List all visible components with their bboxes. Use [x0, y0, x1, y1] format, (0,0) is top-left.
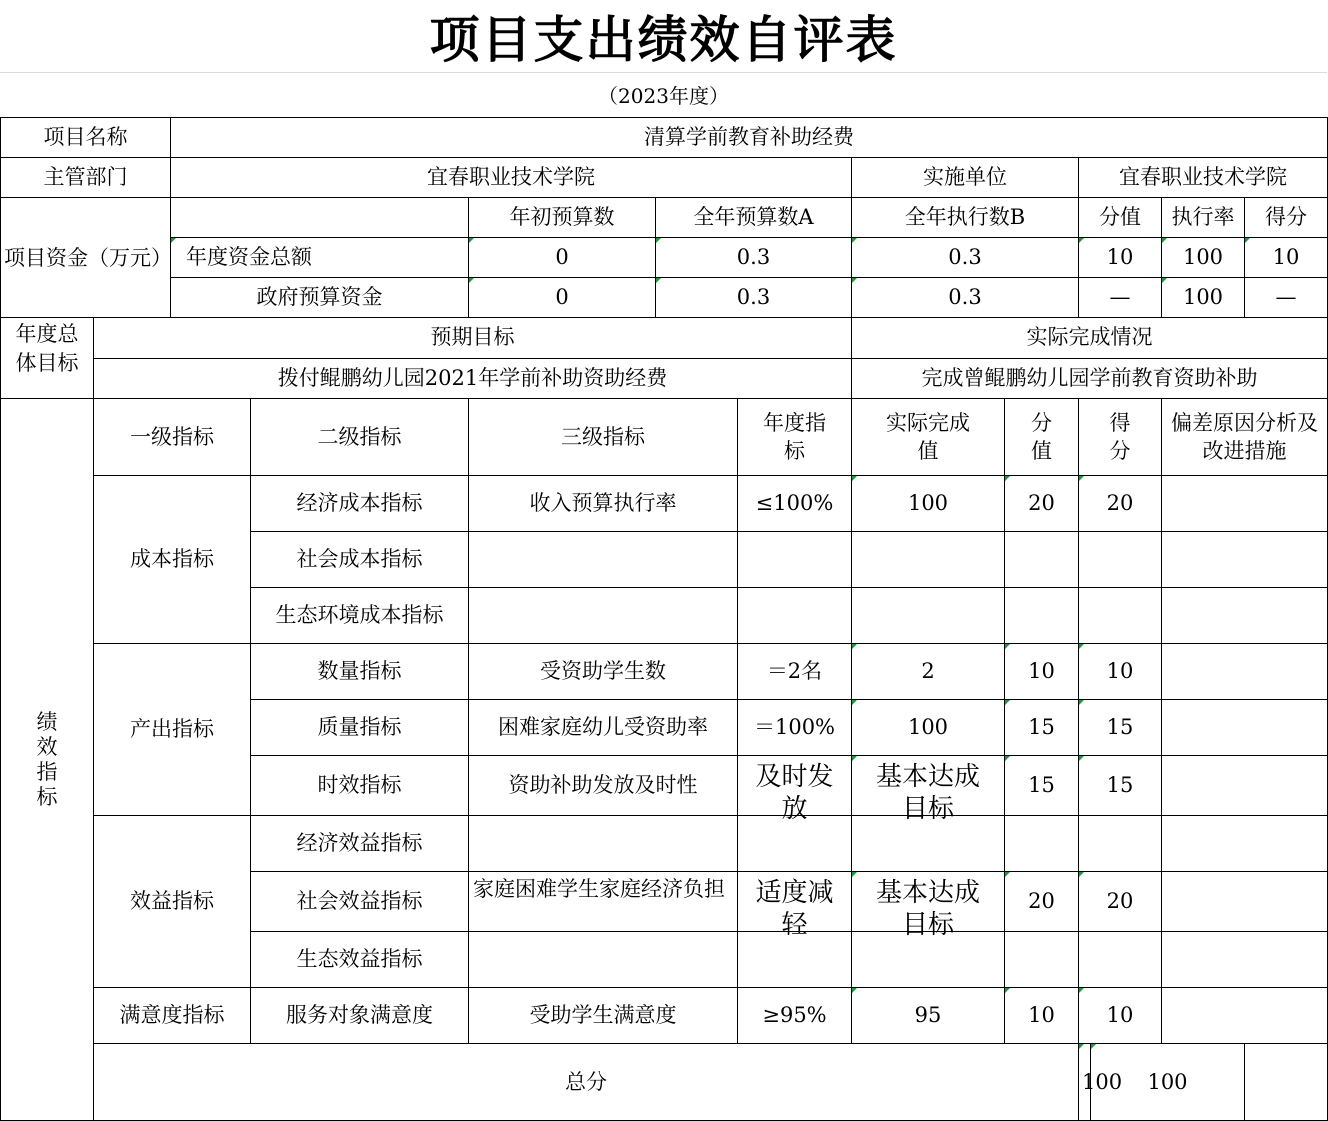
level2-cell: 质量指标: [251, 700, 469, 756]
score-value-cell: 20: [1005, 476, 1079, 532]
funds-score: 10: [1245, 238, 1328, 278]
actual-cell: 100: [852, 700, 1005, 756]
actual-cell: 95: [852, 988, 1005, 1044]
funds-header-annual: 全年预算数A: [656, 198, 852, 238]
target-cell: ＝100%: [738, 700, 852, 756]
level3-cell: [469, 532, 738, 588]
expected-goal-label: 预期目标: [94, 318, 852, 359]
target-cell: ＝2名: [738, 644, 852, 700]
score-cell: 20: [1079, 872, 1162, 932]
funds-annual: 0.3: [656, 238, 852, 278]
evaluation-table: [0, 117, 1328, 1121]
target-cell: [738, 588, 852, 644]
funds-header-score-value: 分值: [1079, 198, 1162, 238]
goal-row: [1, 358, 1328, 399]
score-cell: [1079, 816, 1162, 872]
level3-cell: 收入预算执行率: [469, 476, 738, 532]
project-name-value: 清算学前教育补助经费: [171, 118, 1328, 158]
indicator-row: [1, 476, 1328, 532]
funds-score-value: 10: [1079, 238, 1162, 278]
goal-header-row: [1, 318, 1328, 359]
actual-cell: 100: [852, 476, 1005, 532]
funds-row: [1, 278, 1328, 318]
score-cell: 15: [1079, 700, 1162, 756]
score-cell: 20: [1079, 476, 1162, 532]
target-cell: [738, 532, 852, 588]
funds-initial: 0: [469, 238, 656, 278]
score-cell: [1079, 588, 1162, 644]
level3-cell: 资助补助发放及时性: [469, 756, 738, 816]
header-level3: 三级指标: [469, 399, 738, 476]
total-label: 总分: [94, 1044, 1079, 1121]
level3-cell: 受资助学生数: [469, 644, 738, 700]
level3-cell: 困难家庭幼儿受资助率: [469, 700, 738, 756]
funds-header-exec-rate: 执行率: [1162, 198, 1245, 238]
deviation-cell: [1162, 816, 1328, 872]
level2-cell: 生态环境成本指标: [251, 588, 469, 644]
actual-goal-value: 完成曾鲲鹏幼儿园学前教育资助补助: [852, 358, 1328, 399]
header-deviation: 偏差原因分析及改进措施: [1162, 399, 1328, 476]
level1-satisfaction: 满意度指标: [94, 988, 251, 1044]
level1-cost: 成本指标: [94, 476, 251, 644]
score-value-cell: 20: [1005, 872, 1079, 932]
expected-goal-value: 拨付鲲鹏幼儿园2021年学前补助资助经费: [94, 358, 852, 399]
funds-score: —: [1245, 278, 1328, 318]
deviation-cell: [1162, 588, 1328, 644]
funds-header-score: 得分: [1245, 198, 1328, 238]
level2-cell: 时效指标: [251, 756, 469, 816]
score-value-cell: 15: [1005, 700, 1079, 756]
score-value-cell: 15: [1005, 756, 1079, 816]
score-cell: [1079, 932, 1162, 988]
target-cell: 及时发放: [738, 756, 852, 816]
score-value-cell: [1005, 532, 1079, 588]
actual-cell: [852, 816, 1005, 872]
indicator-row: [1, 644, 1328, 700]
level3-cell: [469, 816, 738, 872]
funds-row-label: 政府预算资金: [171, 278, 469, 318]
total-deviation: [1245, 1044, 1328, 1121]
page-title: 项目支出绩效自评表: [429, 10, 898, 69]
deviation-cell: [1162, 756, 1328, 816]
actual-goal-label: 实际完成情况: [852, 318, 1328, 359]
indicator-header-row: [1, 399, 1328, 476]
target-cell: [738, 932, 852, 988]
level2-cell: 社会成本指标: [251, 532, 469, 588]
funds-row-label: 年度资金总额: [171, 238, 469, 278]
target-cell: 适度减轻: [738, 872, 852, 932]
indicator-row: [1, 988, 1328, 1044]
level3-cell: [469, 588, 738, 644]
actual-cell: [852, 588, 1005, 644]
funds-exec-rate: 100: [1162, 278, 1245, 318]
target-cell: ≥95%: [738, 988, 852, 1044]
actual-cell: 基本达成目标: [852, 756, 1005, 816]
funds-annual: 0.3: [656, 278, 852, 318]
deviation-cell: [1162, 532, 1328, 588]
header-score: 得分: [1079, 399, 1162, 476]
implementing-unit-value: 宜春职业技术学院: [1079, 158, 1328, 198]
header-level1: 一级指标: [94, 399, 251, 476]
funds-exec-rate: 100: [1162, 238, 1245, 278]
score-value-cell: [1005, 588, 1079, 644]
funds-executed: 0.3: [852, 278, 1079, 318]
goal-label: 年度总体目标: [1, 318, 94, 399]
score-value-cell: [1005, 816, 1079, 872]
funds-header-row: [1, 198, 1328, 238]
level2-cell: 服务对象满意度: [251, 988, 469, 1044]
target-cell: ≤100%: [738, 476, 852, 532]
target-cell: [738, 816, 852, 872]
score-value-cell: 10: [1005, 988, 1079, 1044]
funds-header-blank: [171, 198, 469, 238]
project-name-row: [1, 118, 1328, 158]
level3-cell: 家庭困难学生家庭经济负担: [469, 872, 738, 932]
actual-cell: [852, 932, 1005, 988]
score-value-cell: 10: [1005, 644, 1079, 700]
deviation-cell: [1162, 476, 1328, 532]
deviation-cell: [1162, 988, 1328, 1044]
indicators-section-label: 绩效指标: [1, 399, 94, 1121]
project-name-label: 项目名称: [1, 118, 171, 158]
level3-cell: [469, 932, 738, 988]
funds-header-initial: 年初预算数: [469, 198, 656, 238]
score-cell: 15: [1079, 756, 1162, 816]
level3-cell: 受助学生满意度: [469, 988, 738, 1044]
actual-cell: [852, 532, 1005, 588]
level2-cell: 社会效益指标: [251, 872, 469, 932]
deviation-cell: [1162, 700, 1328, 756]
indicator-row: [1, 816, 1328, 872]
funds-initial: 0: [469, 278, 656, 318]
level1-output: 产出指标: [94, 644, 251, 816]
total-row: [1, 1044, 1328, 1121]
department-label: 主管部门: [1, 158, 171, 198]
header-target: 年度指标: [738, 399, 852, 476]
level2-cell: 经济效益指标: [251, 816, 469, 872]
actual-cell: 2: [852, 644, 1005, 700]
implementing-unit-label: 实施单位: [852, 158, 1079, 198]
header-score-value: 分值: [1005, 399, 1079, 476]
score-cell: [1079, 532, 1162, 588]
funds-label: 项目资金（万元）: [1, 198, 171, 318]
deviation-cell: [1162, 872, 1328, 932]
funds-header-executed: 全年执行数B: [852, 198, 1079, 238]
level2-cell: 经济成本指标: [251, 476, 469, 532]
score-cell: 10: [1079, 644, 1162, 700]
score-cell: 10: [1079, 988, 1162, 1044]
level1-benefit: 效益指标: [94, 816, 251, 988]
deviation-cell: [1162, 644, 1328, 700]
total-score-value: 100: [1079, 1044, 1091, 1121]
page-subtitle: （2023年度）: [598, 84, 729, 108]
header-actual: 实际完成值: [852, 399, 1005, 476]
level2-cell: 生态效益指标: [251, 932, 469, 988]
actual-cell: 基本达成目标: [852, 872, 1005, 932]
level2-cell: 数量指标: [251, 644, 469, 700]
header-level2: 二级指标: [251, 399, 469, 476]
department-row: [1, 158, 1328, 198]
deviation-cell: [1162, 932, 1328, 988]
funds-executed: 0.3: [852, 238, 1079, 278]
department-value: 宜春职业技术学院: [171, 158, 852, 198]
score-value-cell: [1005, 932, 1079, 988]
funds-row: [1, 238, 1328, 278]
total-score: 100: [1091, 1044, 1245, 1121]
funds-score-value: —: [1079, 278, 1162, 318]
